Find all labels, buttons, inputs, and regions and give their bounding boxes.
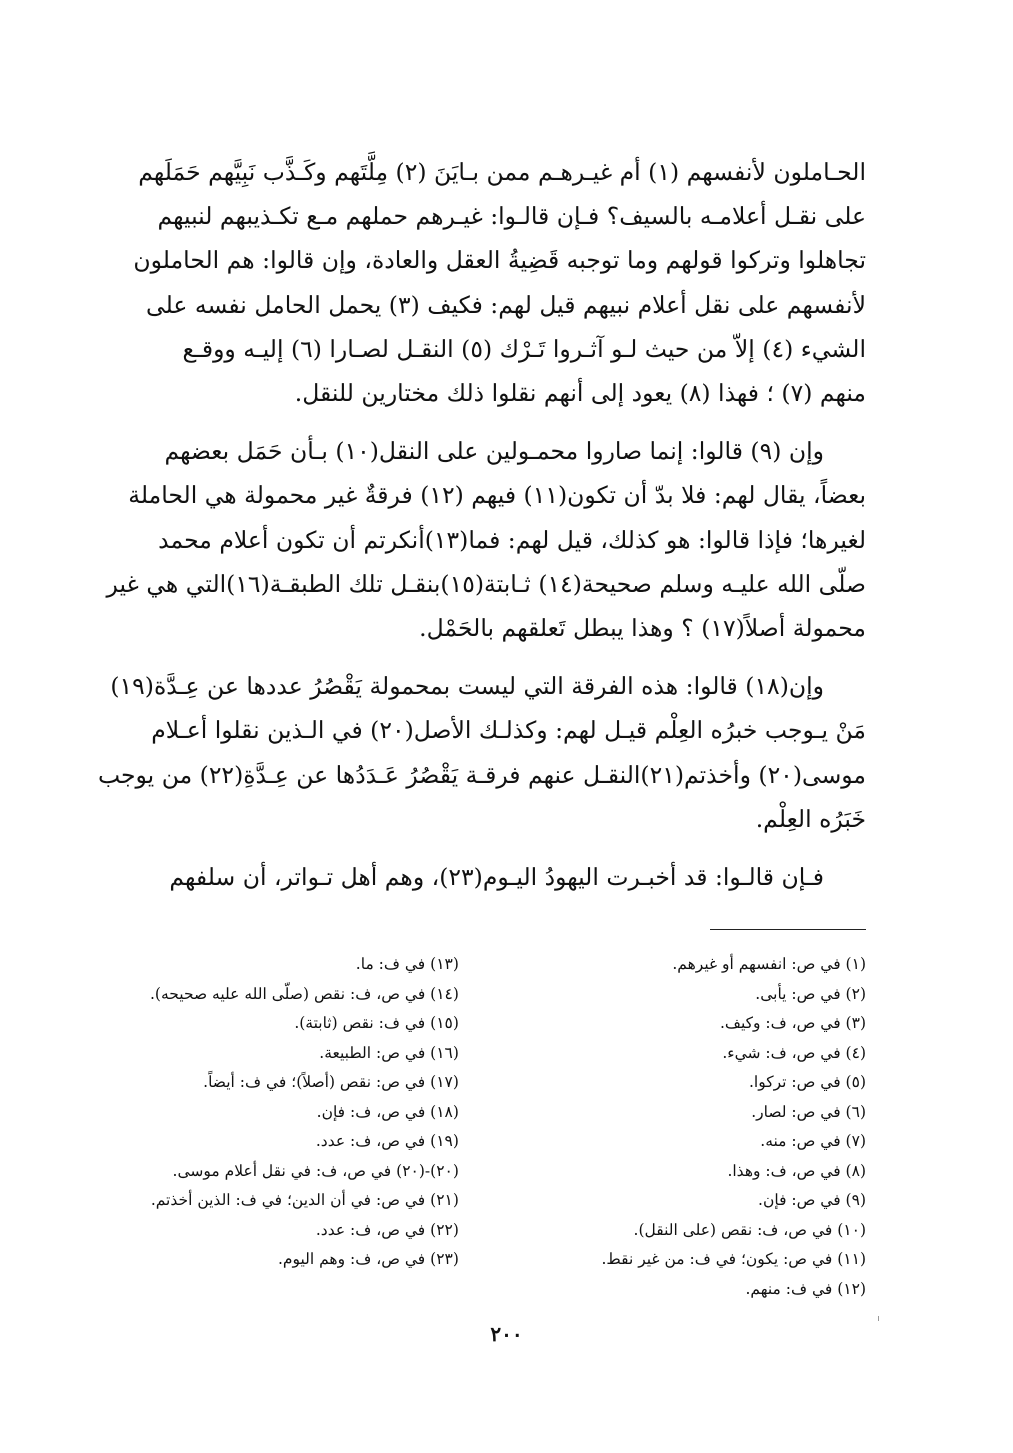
paragraph-4 xyxy=(150,855,866,899)
footnote: (١٥) في ف: نقص (ثابتة). xyxy=(294,1014,459,1033)
footnote: (١٩) في ص، ف: عدد. xyxy=(315,1132,459,1151)
text-line: وإن (٩) قالوا: إنما صاروا محمـولين على النقل(١٠) بـأن حَمَل بعضهم xyxy=(164,437,824,466)
footnote: (٢٣) في ص، ف: وهم اليوم. xyxy=(277,1250,459,1269)
paragraph-1 xyxy=(133,150,866,415)
footnote: (١٤) في ص، ف: نقص (صلّى الله عليه صحيحه). xyxy=(150,984,459,1003)
text-line: مَنْ يـوجب خبرُه العِلْم قيـل لهم: وكذلـك الأصل(٢٠) في الـذين نقلوا أعـلام xyxy=(151,716,866,745)
page-number: ٢٠٠ xyxy=(490,1322,523,1346)
text-line: لأنفسهم على نقل أعلام نبيهم قيل لهم: فكيف (٣) يحمل الحامل نفسه على xyxy=(146,290,866,319)
text-line: تجاهلوا وتركوا قولهم وما توجبه قَضِيةُ العقل والعادة، وإن قالوا: هم الحاملون xyxy=(133,246,866,275)
text-line: وإن(١٨) قالوا: هذه الفرقة التي ليست بمحمولة يَقْصُرُ عددها عن عِـدَّة(١٩) xyxy=(110,672,824,701)
footnote: (١٦) في ص: الطبيعة. xyxy=(319,1043,459,1062)
text-line: لغيرها؛ فإذا قالوا: هو كذلك، قيل لهم: فما(١٣)أنكرتم أن تكون أعلام محمد xyxy=(158,525,866,554)
footnote: (٤) في ص، ف: شيء. xyxy=(722,1043,866,1062)
paragraph-3 xyxy=(97,664,866,841)
footnotes-column-left xyxy=(150,950,459,1304)
text-line: خَبَرُه العِلْم. xyxy=(755,804,866,833)
page-body xyxy=(97,150,866,1304)
footnote: (٨) في ص، ف: وهذا. xyxy=(727,1161,866,1180)
footnote: (٧) في ص: منه. xyxy=(760,1132,866,1151)
text-line: فـإن قالـوا: قد أخبـرت اليهودُ اليـوم(٢٣)، وهم أهل تـواتر، أن سلفهم xyxy=(169,863,824,892)
paragraph-2 xyxy=(106,429,866,650)
text-line: بعضاً، يقال لهم: فلا بدّ أن تكون(١١) فيهم (١٢) فرقةٌ غير محمولة هي الحاملة xyxy=(128,481,866,510)
footnote: (٢٠)-(٢٠) في ص، ف: في نقل أعلام موسى. xyxy=(172,1161,459,1180)
text-line: الحـاملون لأنفسهم (١) أم غيـرهـم ممن بـايَنَ (٢) مِلَّتَهم وكَـذَّب نَبِيَّهم حَمَلَهم xyxy=(138,158,866,186)
footnote: (٩) في ص: فإن. xyxy=(758,1191,866,1210)
scan-mark xyxy=(878,1316,879,1321)
text-line: منهم (٧) ؛ فهذا (٨) يعود إلى أنهم نقلوا ذلك مختارين للنقل. xyxy=(294,379,866,408)
footnotes-column-right xyxy=(473,950,866,1304)
footnote: (٢١) في ص: في أن الدين؛ في ف: الذين أخذتم. xyxy=(150,1191,459,1210)
footnote: (١٣) في ف: ما. xyxy=(355,955,459,974)
footnote: (١) في ص: انفسهم أو غيرهم. xyxy=(672,955,866,974)
footnote: (٦) في ص: لصار. xyxy=(751,1102,866,1121)
footnote: (٥) في ص: تركوا. xyxy=(749,1073,866,1092)
footnote: (٢) في ص: يأبى. xyxy=(755,984,866,1003)
text-line: الشيء (٤) إلاّ من حيث لـو آثـروا تَـرْك (٥) النقـل لصـارا (٦) إليـه ووقـع xyxy=(182,334,866,363)
text-line: موسى(٢٠) وأخذتم(٢١)النقـل عنهم فرقـة يَقْصُرُ عَـدَدُها عن عِـدَّةِ(٢٢) من يوجب xyxy=(97,760,866,789)
footnote: (١٨) في ص، ف: فإن. xyxy=(316,1102,459,1121)
footnote: (٣) في ص، ف: وكيف. xyxy=(719,1014,866,1033)
footnotes xyxy=(150,950,866,1304)
text-line: على نقـل أعلامـه بالسيف؟ فـإن قالـوا: غيـرهم حملهم مـع تكـذيبهم لنبيهم xyxy=(157,202,866,231)
footnote-separator xyxy=(710,929,866,930)
text-line: صلّى الله عليـه وسلم صحيحة(١٤) ثـابتة(١٥)بنقـل تلك الطبقـة(١٦)التي هي غير xyxy=(106,569,866,598)
footnote: (١١) في ص: يكون؛ في ف: من غير نقط. xyxy=(601,1250,866,1269)
footnote: (٢٢) في ص، ف: عدد. xyxy=(315,1220,459,1239)
footnote: (١٧) في ص: نقص (أصلاً)؛ في ف: أيضاً. xyxy=(203,1073,459,1092)
footnote: (١٠) في ص، ف: نقص (على النقل). xyxy=(633,1220,866,1239)
text-line: محمولة أصلاً(١٧) ؟ وهذا يبطل تَعلقهم بالحَمْل. xyxy=(419,614,866,643)
footnote: (١٢) في ف: منهم. xyxy=(745,1279,866,1298)
